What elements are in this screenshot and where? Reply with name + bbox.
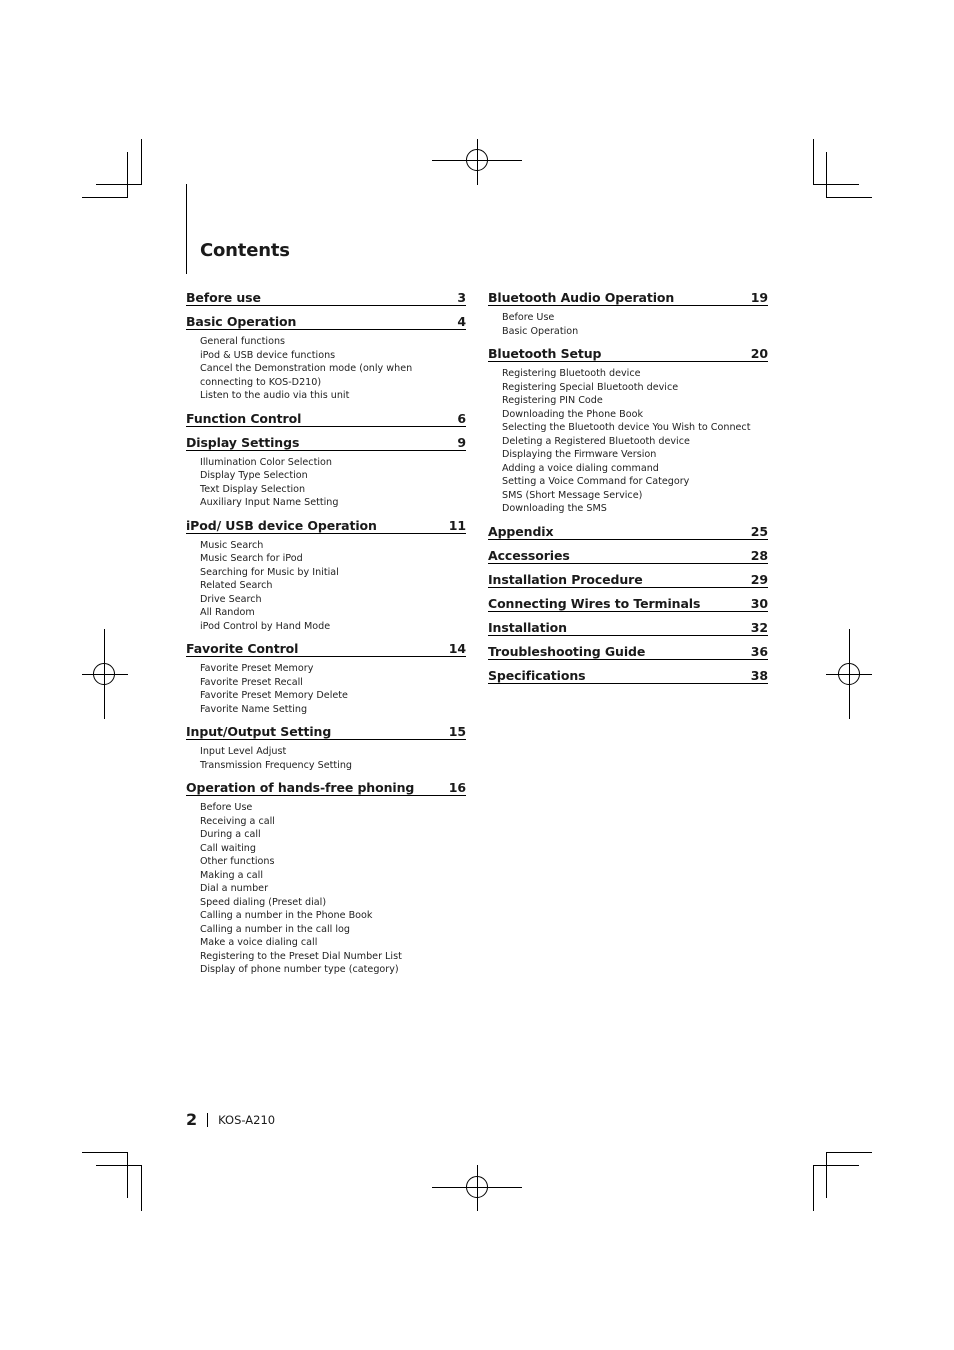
toc-section-title: iPod/ USB device Operation bbox=[186, 517, 377, 533]
toc-section bbox=[488, 591, 768, 612]
toc-subitem-list bbox=[186, 330, 466, 406]
toc-section-page: 30 bbox=[750, 595, 768, 611]
toc-section bbox=[488, 543, 768, 564]
title-rule bbox=[186, 184, 187, 274]
toc-subitem[interactable]: Downloading the Phone Book bbox=[502, 408, 644, 420]
toc-subitem[interactable]: Other functions bbox=[200, 856, 275, 867]
toc-subitem[interactable]: Downloading the SMS bbox=[502, 503, 607, 514]
toc-section bbox=[186, 775, 466, 980]
toc-section-page: 11 bbox=[448, 517, 466, 533]
toc-subitem[interactable]: Listen to the audio via this unit bbox=[200, 390, 350, 401]
toc-subitem[interactable]: Cancel the Demonstration mode (only when connecting to KOS-D210) bbox=[200, 363, 413, 388]
toc-section bbox=[488, 341, 768, 519]
model-name: KOS-A210 bbox=[218, 1112, 276, 1127]
toc-section-heading[interactable] bbox=[488, 591, 768, 612]
toc-subitem[interactable]: Drive Search bbox=[200, 593, 262, 605]
toc-subitem[interactable]: Favorite Preset Recall bbox=[200, 676, 303, 688]
toc-subitem[interactable]: Registering to the Preset Dial Number List bbox=[200, 950, 402, 962]
toc-section-heading[interactable] bbox=[488, 543, 768, 564]
toc-subitem[interactable]: Displaying the Firmware Version bbox=[502, 449, 657, 460]
toc-section-page: 32 bbox=[750, 619, 768, 635]
toc-subitem[interactable]: Display of phone number type (category) bbox=[200, 964, 399, 975]
toc-subitem[interactable]: Before Use bbox=[200, 802, 253, 813]
toc-subitem[interactable]: Transmission Frequency Setting bbox=[200, 759, 352, 771]
toc-section-page: 28 bbox=[750, 547, 768, 563]
page-number: 2 bbox=[186, 1110, 198, 1129]
toc-subitem[interactable]: Make a voice dialing call bbox=[200, 937, 318, 948]
toc-subitem[interactable]: Before Use bbox=[502, 312, 555, 323]
toc-section bbox=[488, 615, 768, 636]
toc-section-page: 6 bbox=[457, 410, 466, 426]
toc-subitem[interactable]: All Random bbox=[200, 607, 255, 618]
toc-subitem[interactable]: Favorite Name Setting bbox=[200, 703, 308, 715]
toc-section bbox=[488, 567, 768, 588]
toc-section-heading[interactable] bbox=[186, 285, 466, 306]
toc-subitem-list bbox=[186, 451, 466, 513]
toc-section-heading[interactable] bbox=[488, 615, 768, 636]
toc-section-heading[interactable] bbox=[488, 663, 768, 684]
toc-subitem[interactable]: Related Search bbox=[200, 580, 273, 591]
toc-subitem[interactable]: Illumination Color Selection bbox=[200, 456, 332, 468]
toc-section-title: Bluetooth Audio Operation bbox=[488, 290, 675, 305]
toc-subitem[interactable]: During a call bbox=[200, 829, 261, 840]
toc-section-page: 14 bbox=[448, 641, 466, 656]
page-footer bbox=[186, 1110, 275, 1129]
toc-section-heading[interactable] bbox=[186, 406, 466, 427]
toc-subitem[interactable]: SMS (Short Message Service) bbox=[502, 489, 643, 501]
toc-section-title: Specifications bbox=[488, 667, 586, 683]
toc-section bbox=[186, 636, 466, 719]
toc-subitem[interactable]: General functions bbox=[200, 336, 286, 347]
toc-subitem[interactable]: Registering Special Bluetooth device bbox=[502, 381, 679, 393]
toc-section-title: Function Control bbox=[186, 410, 302, 426]
toc-subitem[interactable]: iPod & USB device functions bbox=[200, 349, 336, 361]
toc-section-title: Operation of hands-free phoning bbox=[186, 780, 415, 795]
toc-subitem[interactable]: Registering PIN Code bbox=[502, 395, 603, 406]
toc-section-page: 25 bbox=[750, 523, 768, 539]
toc-subitem[interactable]: Call waiting bbox=[200, 842, 256, 854]
toc-section bbox=[488, 519, 768, 540]
toc-section-title: Installation Procedure bbox=[488, 571, 643, 587]
toc-subitem[interactable]: Adding a voice dialing command bbox=[502, 462, 659, 474]
toc-section bbox=[488, 285, 768, 341]
toc-subitem[interactable]: Input Level Adjust bbox=[200, 746, 287, 757]
toc-section-title: Before use bbox=[186, 290, 261, 305]
toc-section-page: 29 bbox=[750, 571, 768, 587]
toc-section-page: 38 bbox=[750, 667, 768, 683]
toc-section-page: 16 bbox=[448, 780, 466, 795]
toc-section bbox=[488, 663, 768, 684]
toc-section-page: 20 bbox=[750, 346, 768, 361]
toc-subitem-list bbox=[186, 740, 466, 775]
toc-subitem[interactable]: Setting a Voice Command for Category bbox=[502, 476, 690, 487]
toc-section-page: 4 bbox=[457, 314, 466, 329]
toc-subitem[interactable]: Calling a number in the Phone Book bbox=[200, 910, 373, 921]
toc-subitem-list bbox=[186, 657, 466, 719]
toc-section-page: 19 bbox=[750, 290, 768, 305]
toc-section-page: 15 bbox=[448, 724, 466, 739]
toc-section bbox=[488, 639, 768, 660]
footer-separator bbox=[207, 1113, 208, 1127]
toc-section-title: Connecting Wires to Terminals bbox=[488, 595, 701, 611]
toc-section-heading[interactable] bbox=[186, 775, 466, 796]
toc-section-title: Basic Operation bbox=[186, 314, 297, 329]
toc-section-title: Installation bbox=[488, 619, 567, 635]
toc-section bbox=[186, 513, 466, 637]
toc-subitem-list bbox=[186, 534, 466, 637]
toc-section-page: 3 bbox=[457, 290, 466, 305]
toc-section-title: Display Settings bbox=[186, 434, 300, 450]
toc-section-title: Troubleshooting Guide bbox=[488, 643, 646, 659]
toc-subitem[interactable]: Display Type Selection bbox=[200, 470, 308, 481]
toc-right-column bbox=[488, 285, 768, 687]
toc-section bbox=[186, 285, 466, 306]
toc-subitem-list bbox=[488, 306, 768, 341]
toc-subitem-list bbox=[488, 362, 768, 519]
toc-section-heading[interactable] bbox=[488, 567, 768, 588]
toc-section-page: 36 bbox=[750, 643, 768, 659]
toc-section-title: Input/Output Setting bbox=[186, 724, 332, 739]
toc-subitem[interactable]: Text Display Selection bbox=[200, 483, 306, 495]
toc-subitem[interactable]: Deleting a Registered Bluetooth device bbox=[502, 435, 690, 447]
toc-left-column bbox=[186, 285, 466, 980]
toc-subitem[interactable]: Making a call bbox=[200, 869, 264, 881]
toc-subitem[interactable]: Searching for Music by Initial bbox=[200, 566, 339, 578]
toc-section-title: Favorite Control bbox=[186, 641, 299, 656]
toc-section-heading[interactable] bbox=[488, 285, 768, 306]
toc-section-heading[interactable] bbox=[186, 309, 466, 330]
toc-subitem[interactable]: Dial a number bbox=[200, 883, 269, 894]
toc-section-heading[interactable] bbox=[186, 719, 466, 740]
toc-subitem[interactable]: Registering Bluetooth device bbox=[502, 368, 641, 379]
toc-subitem[interactable]: Auxiliary Input Name Setting bbox=[200, 497, 339, 508]
toc-subitem[interactable]: Music Search for iPod bbox=[200, 553, 303, 564]
toc-subitem[interactable]: Speed dialing (Preset dial) bbox=[200, 896, 327, 908]
toc-subitem[interactable]: Music Search bbox=[200, 539, 264, 551]
toc-subitem[interactable]: Receiving a call bbox=[200, 815, 275, 827]
toc-section-heading[interactable] bbox=[186, 513, 466, 534]
toc-section-title: Bluetooth Setup bbox=[488, 346, 602, 361]
toc-subitem[interactable]: Basic Operation bbox=[502, 325, 579, 337]
toc-subitem[interactable]: Favorite Preset Memory Delete bbox=[200, 690, 348, 701]
toc-section bbox=[186, 406, 466, 427]
page-title: Contents bbox=[200, 240, 290, 261]
toc-section bbox=[186, 719, 466, 775]
toc-section-page: 9 bbox=[457, 434, 466, 450]
toc-section bbox=[186, 430, 466, 513]
toc-section-heading[interactable] bbox=[488, 341, 768, 362]
toc-section-heading[interactable] bbox=[186, 430, 466, 451]
toc-section-heading[interactable] bbox=[186, 636, 466, 657]
toc-subitem[interactable]: iPod Control by Hand Mode bbox=[200, 620, 331, 632]
toc-subitem[interactable]: Favorite Preset Memory bbox=[200, 663, 314, 674]
toc-section-heading[interactable] bbox=[488, 519, 768, 540]
toc-subitem[interactable]: Calling a number in the call log bbox=[200, 923, 350, 935]
toc-subitem[interactable]: Selecting the Bluetooth device You Wish to Connect bbox=[502, 422, 751, 433]
toc-section bbox=[186, 309, 466, 406]
toc-section-title: Accessories bbox=[488, 547, 570, 563]
toc-subitem-list bbox=[186, 796, 466, 980]
toc-section-title: Appendix bbox=[488, 523, 554, 539]
toc-section-heading[interactable] bbox=[488, 639, 768, 660]
